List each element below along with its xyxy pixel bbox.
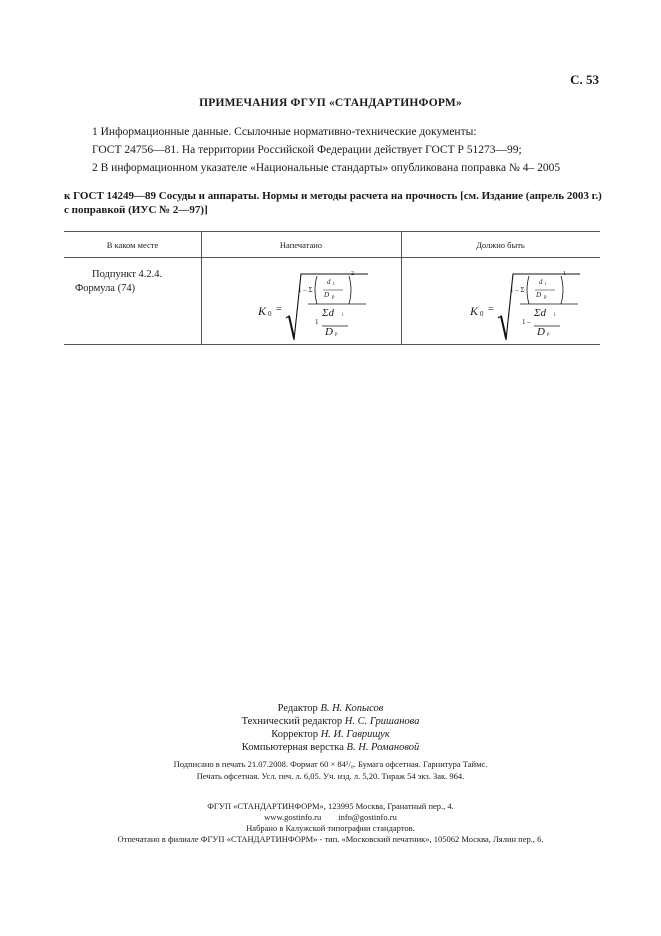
typeset-note: Набрано в Калужской типографии стандартов.: [246, 823, 415, 833]
editor-name: В. Н. Копысов: [320, 703, 384, 714]
credit-tech-editor: [0, 715, 661, 728]
formula-d: d: [327, 278, 331, 286]
formula-power: 2: [351, 271, 354, 277]
formula-correct: [470, 268, 580, 344]
formula-printed: [258, 268, 368, 344]
print-info-line-1: Подписано в печать 21.07.2008. Формат 60 × 84¹/₈. Бумага офсетная. Гарнитура Таймс.: [173, 759, 488, 769]
amendment-reference: к ГОСТ 14249—89 Сосуды и аппараты. Нормы и методы расчета на прочность [см. Издание (апрель 2003 г.) с поправкой (ИУС № 2—97)]: [64, 190, 602, 216]
note-line-2: ГОСТ 24756—81. На территории Российской Федерации действует ГОСТ Р 51273—99;: [92, 144, 522, 156]
formula-power: 1: [563, 271, 566, 277]
formula-sum-d: Σd: [322, 307, 335, 319]
formula-K: K: [470, 304, 479, 318]
formula-den-one: 1: [315, 318, 319, 326]
formula-D: D: [536, 291, 542, 299]
location-formula: Формула (74): [75, 283, 136, 294]
credit-corrector: [0, 728, 661, 741]
header-should-be: Должно быть: [476, 240, 525, 250]
formula-one-minus-sum: 1 – Σ: [298, 286, 313, 294]
publisher-email[interactable]: info@gostinfo.ru: [338, 812, 397, 822]
location-subclause: Подпункт 4.2.4.: [92, 269, 163, 280]
formula-parentheses: [525, 274, 567, 308]
layout-role: Компьютерная верстка: [241, 742, 344, 753]
formula-den-D-subscript: р: [547, 332, 550, 337]
formula-d-subscript: i: [333, 282, 335, 287]
note-line-3: 2 В информационном указателе «Национальные стандарты» опубликована поправка № 4– 2005: [92, 162, 561, 174]
formula-sum-d-subscript: i: [554, 313, 556, 318]
tech-editor-name: Н. С. Гришанова: [344, 716, 420, 727]
credit-editor: [0, 702, 661, 715]
printed-at-note: Отпечатано в филиале ФГУП «СТАНДАРТИНФОРМ» - тип. «Московский печатник», 105062 Москва, Лялин пер., 6.: [117, 834, 544, 844]
formula-den-one: 1 –: [522, 318, 531, 326]
formula-D: D: [324, 291, 330, 299]
formula-one-minus-sum: 1 – Σ: [510, 286, 525, 294]
formula-K-subscript: 0: [480, 310, 484, 318]
page-number: С. 53: [570, 72, 599, 87]
note-line-1: 1 Информационные данные. Ссылочные нормативно-технические документы:: [92, 126, 477, 138]
tech-editor-role: Технический редактор: [241, 716, 343, 727]
formula-equals: =: [488, 304, 494, 315]
editor-role: Редактор: [277, 703, 318, 714]
layout-name: В. Н. Романовой: [346, 742, 420, 753]
formula-equals: =: [276, 304, 282, 315]
table-top-rule: [64, 231, 600, 232]
formula-K-subscript: 0: [268, 310, 272, 318]
formula-d-subscript: i: [545, 282, 547, 287]
formula-parentheses: [313, 274, 355, 308]
formula-K: K: [258, 304, 267, 318]
publisher-address: ФГУП «СТАНДАРТИНФОРМ», 123995 Москва, Гранатный пер., 4.: [207, 801, 454, 811]
formula-D-subscript: р: [544, 295, 547, 300]
publisher-website[interactable]: www.gostinfo.ru: [264, 812, 322, 822]
table-bottom-rule: [64, 344, 600, 345]
corrector-role: Корректор: [271, 729, 319, 740]
notes-title: ПРИМЕЧАНИЯ ФГУП «СТАНДАРТИНФОРМ»: [199, 97, 462, 109]
formula-D-subscript: р: [332, 295, 335, 300]
header-printed: Напечатано: [279, 240, 323, 250]
table-header-rule: [64, 257, 600, 258]
formula-sum-d: Σd: [534, 307, 547, 319]
print-info-line-2: Печать офсетная. Усл. печ. л. 6,05. Уч. изд. л. 5,20. Тираж 54 экз. Зак. 964.: [196, 771, 465, 781]
header-location: В каком месте: [106, 240, 159, 250]
corrector-name: Н. И. Гаврищук: [320, 729, 390, 740]
formula-den-D: D: [537, 326, 545, 338]
formula-den-D-subscript: р: [335, 332, 338, 337]
formula-den-D: D: [325, 326, 333, 338]
formula-sum-d-subscript: i: [342, 313, 344, 318]
publisher-contacts: [0, 812, 661, 823]
formula-d: d: [539, 278, 543, 286]
credit-layout: [0, 741, 661, 754]
